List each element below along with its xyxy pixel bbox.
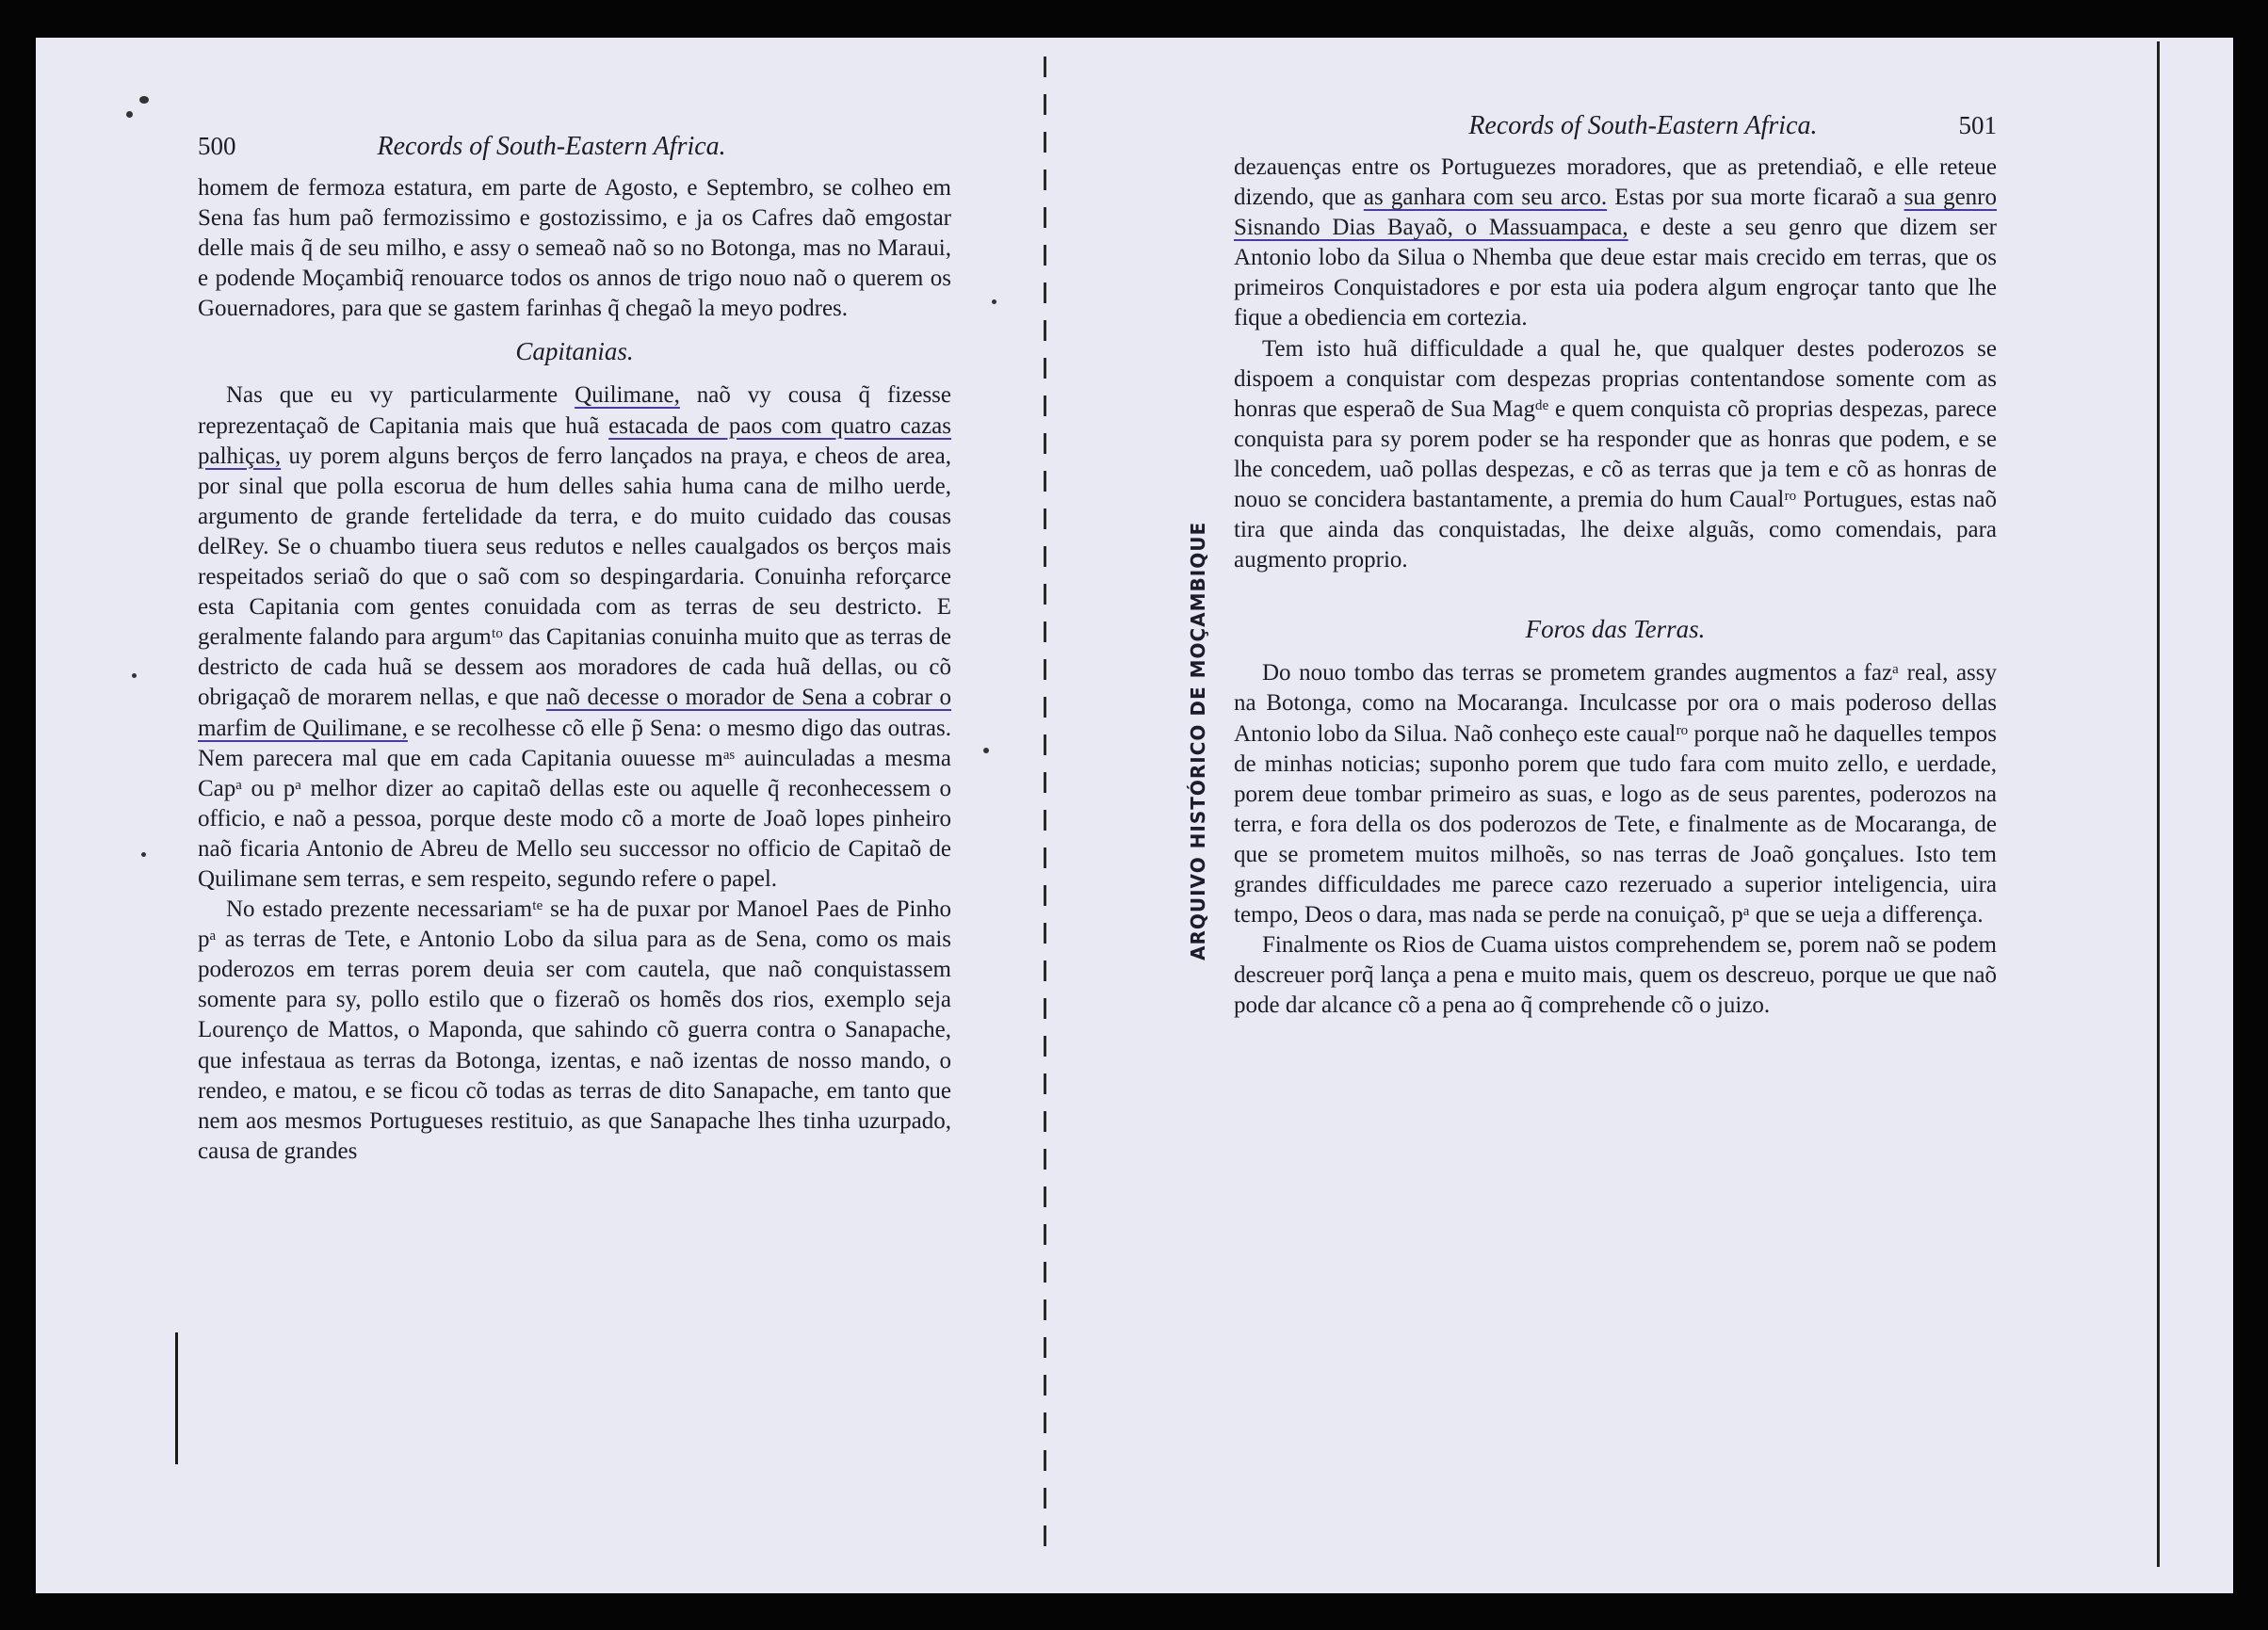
underlined-text: as ganhara com seu arco. (1363, 185, 1608, 211)
right-page (1234, 111, 1997, 1021)
paragraph: Finalmente os Rios de Cuama uistos comprehendem se, porem naõ se podem descreuer porq̃ lança a pena e muito mais, quem os descreuo, porque ue que naõ pode dar alcance cõ a pena ao q̃ comprehende cõ o juizo. (1234, 932, 1997, 1019)
paragraph (198, 380, 951, 895)
book-gutter (1044, 56, 1046, 1554)
paragraph: homem de fermoza estatura, em parte de Agosto, e Septembro, se colheo em Sena fas hum paõ fermozissimo e gostozissimo, e ja os Cafres daõ emgostar delle mais q̃ de seu milho, e assy o semeaõ naõ so no Botonga, mas no Maraui, e podende Moçambiq̃ renouarce todos os annos de trigo nouo naõ o querem os Gouernadores, para que se gastem farinhas q̃ chegaõ la meyo podres. (198, 175, 951, 322)
running-title: Records of South-Eastern Africa. (377, 132, 726, 161)
text-run: uy porem alguns berços de ferro lançados na praya, e cheos de area, por sinal que polla escorua de hum delles sahia huma cana de milho uerde, argumento de grande fertelidade da terra, e do muito cuidado das cousas delRey. Se o chuambo tiuera seus redutos e nelles caualgados os berços mais respeitados seriaõ do que o saõ com so despingardaria. Conuinha reforçarce esta Capitania com gentes conuidada com as terras de seu destricto. E geralmente falando para argumᵗᵒ das Capitanias conuinha muito que as terras de destricto de cada huã se dessem aos moradores de cada huã dellas, ou cõ obrigaçaõ de morarem nellas, e que (198, 443, 951, 711)
text-run: naõ vy cousa q̃ fizesse reprezentaçaõ de Capitania mais que huã (198, 382, 951, 439)
text-run: e deste a seu genro que dizem ser Antonio lobo da Silua o Nhemba que deue estar mais crecido em terras, que os primeiros Conquistadores e por esta uia podera algum engroçar tanto que lhe fique a obediencia em cortezia. (1234, 215, 1997, 331)
text-run: Estas por sua morte ficaraõ a (1607, 185, 1904, 211)
paragraph: Tem isto huã difficuldade a qual he, que qualquer destes poderozos se dispoem a conquistar com despezas proprias contentandose somente com as honras que esperaõ de Sua Magᵈᵉ e quem conquista cõ proprias despezas, parece conquista para sy porem poder se ha responder que as honras que podem, e se lhe concedem, uaõ pollas despezas, e cõ as terras que ja tem e cõ as honras de nouo se concidera bastantamente, a premia do hum Caualʳᵒ Portugues, estas naõ tira que ainda das conquistadas, lhe deixe alguãs, como comendais, para augmento proprio. (1234, 335, 1997, 573)
archive-stamp: ARQUIVO HISTÓRICO DE MOÇAMBIQUE (1187, 521, 1209, 960)
underlined-text: sua genro Sisnando Dias Bayaõ, o Massuampaca, (1234, 185, 1998, 241)
page-number: 500 (198, 132, 236, 160)
ink-speck (141, 852, 146, 857)
page-number: 501 (1958, 111, 1997, 139)
text-run: dezauenças entre os Portuguezes moradores, que as pretendiaõ, e elle reteue dizendo, que (1234, 154, 1997, 211)
running-head (198, 132, 951, 173)
left-page (198, 132, 951, 1167)
paragraph: No estado prezente necessariamᵗᵉ se ha de puxar por Manoel Paes de Pinho pᵃ as terras de Tete, e Antonio Lobo da silua para as de Sena, como os mais poderozos em terras porem deuia ser com cautela, que naõ conquistassem somente para sy, pollo estilo que o fizeraõ os homẽs dos rios, exemplo seja Lourenço de Mattos, o Maponda, que sahindo cõ guerra contra o Sanapache, que infestaua as terras da Botonga, izentas, e naõ izentas de nosso mando, o rendeo, e matou, e se ficou cõ todas as terras de dito Sanapache, em tanto que nem aos mesmos Portugueses restituio, as que Sanapache lhes tinha uzurpado, causa de grandes (198, 896, 951, 1164)
ink-speck (139, 96, 149, 104)
running-head (1234, 111, 1997, 153)
paragraph (1234, 153, 1997, 334)
ink-speck (992, 299, 996, 304)
underlined-text: Quilimane, (575, 382, 680, 409)
running-title: Records of South-Eastern Africa. (1468, 111, 1818, 140)
underlined-text: naõ decesse o morador de Sena a cobrar o marfim de Quilimane, (198, 685, 951, 741)
ink-speck (132, 673, 137, 678)
section-heading: Capitanias. (515, 337, 634, 366)
ink-speck (983, 748, 989, 753)
page-edge-line (2157, 41, 2160, 1567)
ink-speck (126, 111, 133, 118)
page-text (198, 173, 951, 1167)
section-heading: Foros das Terras. (1525, 615, 1706, 644)
text-run: Nas que eu vy particularmente (226, 382, 575, 409)
margin-bracket (175, 1332, 186, 1464)
paragraph: Do nouo tombo das terras se prometem grandes augmentos a fazᵃ real, assy na Botonga, como na Mocaranga. Inculcasse por ora o mais poderoso dellas Antonio lobo da Silua. Naõ conheço este caualʳᵒ porque naõ he daquelles tempos de minhas noticias; suponho porem que tudo fara com muito zello, e uerdade, porem deue tombar primeiro as suas, e logo as de seus parentes, poderozos na terra, e fora della os dos poderozos de Tete, e finalmente as de Mocaranga, de que se prometem muitos milhoẽs, so nas terras de Joaõ gonçalues. Isto tem grandes difficuldades me parece cazo rezeruado a superior inteligencia, uira tempo, Deos o dara, mas nada se perde na conuiçaõ, pᵃ que se ueja a differença. (1234, 660, 1997, 928)
underlined-text: estacada de paos com quatro cazas palhiças, (198, 412, 952, 469)
text-run: e se recolhesse cõ elle p̃ Sena: o mesmo digo das outras. Nem parecera mal que em cada Capitania ouuesse mᵃˢ auinculadas a mesma Capᵃ ou pᵃ melhor dizer ao capitaõ dellas este ou aquelle q̃ reconhecessem o officio, e naõ a pessoa, porque deste modo cõ a morte de Joaõ lopes pinheiro naõ ficaria Antonio de Abreu de Mello seu successor no officio de Capitaõ de Quilimane sem terras, e sem respeito, segundo refere o papel. (198, 715, 951, 892)
page-text (1234, 153, 1997, 1021)
